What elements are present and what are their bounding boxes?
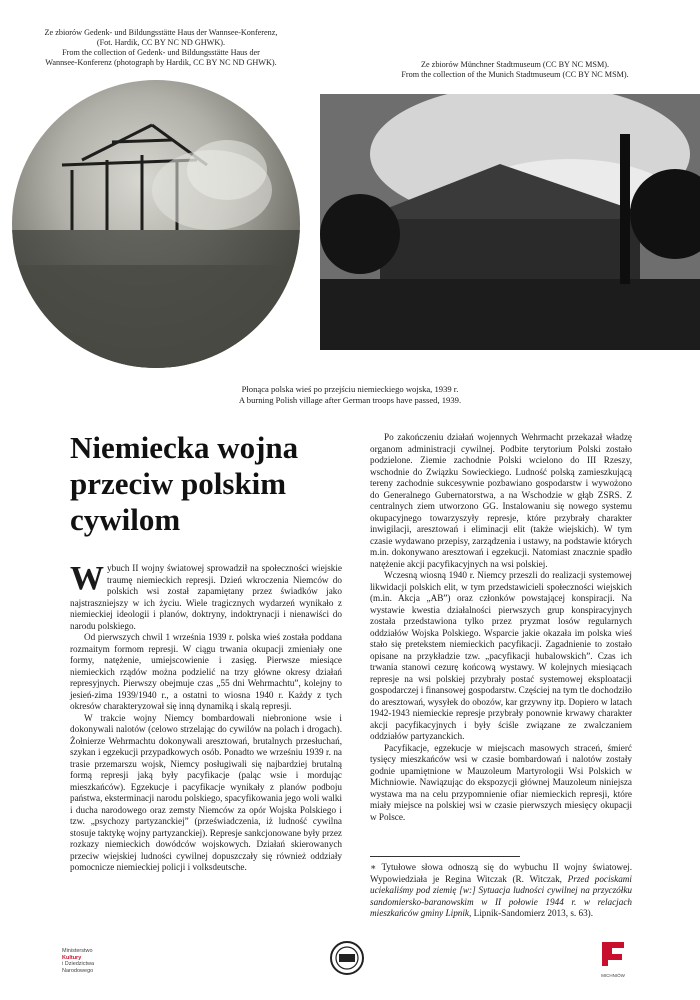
photo-caption (170, 384, 530, 406)
credit-line: Ze zbiorów Gedenk- und Bildungsstätte Haus der Wannsee-Konferenz, (44, 28, 278, 37)
paragraph: Wybuch II wojny światowej sprowadził na społeczności wiejskie traumę niemieckich represji. Dzień wkroczenia Niemców do polskich wsi został zapamiętany przez świadków jako najstraszniejszy w ich życiu. Wiele tragicznych wydarzeń wynikało z niemieckiej ideologii i planów, doktryny, indoktrynacji i nienawiści do narodu polskiego. (70, 560, 342, 631)
paragraph: W trakcie wojny Niemcy bombardowali niebronione wsie i dokonywali nalotów (celowo strzelając do cywilów na polach i drogach). Żołnierze Wehrmachtu dokonywali aresztowań, brutalnych przesłuchań, szykan i egzekucji przypadkowych osób. Ponadto we wrześniu 1939 r. na trasie przemarszu wojsk, Niemcy posługiwali się najbardziej brutalną formą represji jaką były pacyfikacje (paląc wsie i mordując mieszkańców). Egzekucje i pacyfikacje wynikały z planów podboju państwa, eksterminacji narodu polskiego, spacyfikowania jego woli walki i ducha narodowego oraz zemsty Niemców za opór Wojska Polskiego i tzw. „psychozy partyzanckiej” (przeświadczenia, iż ludność cywilna stosuje taktykę wojny partyzanckiej). Represje sankcjonowane były przez rozkazy niemieckich dowódców wojskowych. Działań skierowanych przeciw wiejskiej ludności cywilnej dopuszczały się również oddziały pomocnicze niemieckiej policji i volksdeutsche. (70, 712, 342, 872)
logo-line: i Dziedzictwa (62, 961, 95, 967)
ministry-logo (62, 948, 122, 974)
title-line: cywilom (70, 502, 181, 537)
logo-line: Ministerstwo (62, 948, 93, 954)
left-text-column (70, 560, 342, 874)
page-title (70, 430, 340, 538)
right-photo-credit (380, 60, 650, 80)
right-text-column (370, 432, 632, 823)
credit-line: From the collection of the Munich Stadtmuseum (CC BY NC MSM). (401, 70, 629, 79)
michniow-logo (598, 940, 628, 976)
footnote-divider (370, 856, 520, 857)
footnote-text: Tytułowe słowa odnoszą się do wybuchu II wojny światowej. Wypowiedziała je Regina Witczak (R. Witczak, (370, 862, 632, 884)
caption-english: A burning Polish village after German troops have passed, 1939. (238, 395, 462, 405)
burning-village-photo-round (12, 80, 300, 368)
caption-polish: Płonąca polska wieś po przejściu niemieckiego wojska, 1939 r. (241, 384, 459, 394)
logo-line: Narodowego (62, 967, 94, 974)
credit-line: From the collection of Gedenk- und Bildungsstätte Haus der (62, 48, 260, 57)
michniow-label: MICHNIÓW (601, 973, 625, 978)
credit-line: (Fot. Hardik, CC BY NC ND GHWK). (96, 38, 226, 47)
title-line: przeciw polskim (70, 466, 287, 501)
logo-line: Kultury (62, 954, 82, 961)
title-line: Niemiecka wojna (70, 430, 299, 465)
paragraph: Od pierwszych chwil 1 września 1939 r. polska wieś została poddana rozmaitym formom represji. W ciągu trwania okupacji zmieniały one formy, natężenie, umiejscowienie i zasięg. Pierwsze miesiące niemieckich rządów można podzielić na trzy główne okresy działań represyjnych. Pierwszy obejmuje czas „55 dni Wehrmachtu”, kolejny to jesień-zima 1939/1940 r., a ostatni to wiosna 1940 r. Każdy z tych okresów charakteryzował się inną dynamiką i skalą represji. (70, 632, 342, 711)
paragraph: Pacyfikacje, egzekucje w miejscach masowych straceń, śmierć tysięcy mieszkańców wsi w czasie bombardowań i nalotów zostały godnie upamiętnione w Mauzoleum Martyrologii Wsi Polskich w Michniowie. Nawiązując do ekspozycji głównej Mauzoleum niniejsza wystawa ma na celu przypomnienie ofiar niemieckich represji, które miały miejsce na polskiej wsi w czasie pierwszych miesięcy okupacji w Polsce. (370, 742, 632, 822)
drop-cap: W (70, 560, 104, 597)
burning-house-photo (320, 94, 700, 350)
footnote-source-title: Przed pociskami uciekaliśmy pod ziemię [w:] Sytuacja ludności cywilnej na przyczółku sandomiersko-baranowskim w II połowie 1944 r. w relacjach mieszkańców gminy Lipnik (370, 873, 632, 918)
paragraph: Wczesną wiosną 1940 r. Niemcy przeszli do realizacji systemowej likwidacji polskich elit, w tym przedstawicieli społeczności wiejskich (m.in. Akcja „AB”) oraz członków powstającej konspiracji. Na wystawie kwestia działalności pierwszych grup konspiracyjnych została przedstawiona tylko przez pryzmat losów regularnych oddziałów Wojska Polskiego. Wsparcie jakie okazała im polska wieś stało się pretekstem niemieckich pacyfikacji. Zagadnienie to zostało opisane na przykładzie tzw. „pacyfikacji hubalowskich”. Czas ich trwania stanowi cezurę końcową wystawy. W kolejnych miesiącach represje na wsi polskiej przybrały postać systemowej eksploatacji gospodarczej i finansowej gospodarstw. Częściej na tym tle dochodziło do aresztowań, wysyłek do obozów, kar grzywny itp. Dopiero w latach 1942-1943 niemieckie represje przybrały ponownie krwawy charakter akcji pacyfikacyjnych i były ściśle związane ze zwalczaniem oddziałów partyzanckich. (370, 570, 632, 741)
footnote-marker: ∗ (370, 862, 377, 872)
emblem-icon (329, 940, 365, 976)
credit-line: Wannsee-Konferenz (photograph by Hardik, CC BY NC ND GHWK). (45, 58, 277, 67)
footnote-text-end: , Lipnik-Sandomierz 2013, s. 63). (469, 908, 594, 918)
museum-emblem (329, 940, 365, 976)
michniow-mark-icon (598, 940, 628, 968)
footnote (370, 862, 632, 920)
credit-line: Ze zbiorów Münchner Stadtmuseum (CC BY NC MSM). (421, 60, 609, 69)
left-photo-credit (30, 28, 292, 68)
paragraph: Po zakończeniu działań wojennych Wehrmacht przekazał władzę organom administracji cywilnej. Podbite terytorium Polski zostało podzielone. Ziemie zachodnie Polski wcielono do III Rzeszy, wschodnie do Związku Sowieckiego. Ludność polską zamieszkującą tereny zachodnie sukcesywnie pozbawiano gospodarstw i wywożono do Generalnego Gubernatorstwa, a na Wschodzie w głąb ZSRS. Z centralnych ziem utworzono GG. Instalowaniu się nowego systemu okupacyjnego towarzyszyły represje, które przybrały charakter inwigilacji, aresztowań i eliminacji elit (także wiejskich). W tym czasie wydawano przepisy, zarządzenia i ustawy, na podstawie których m.in. dokonywano aresztowań i egzekucji. Natomiast znacznie spadło natężenie akcji pacyfikacyjnych na wsi polskiej. (370, 432, 632, 569)
